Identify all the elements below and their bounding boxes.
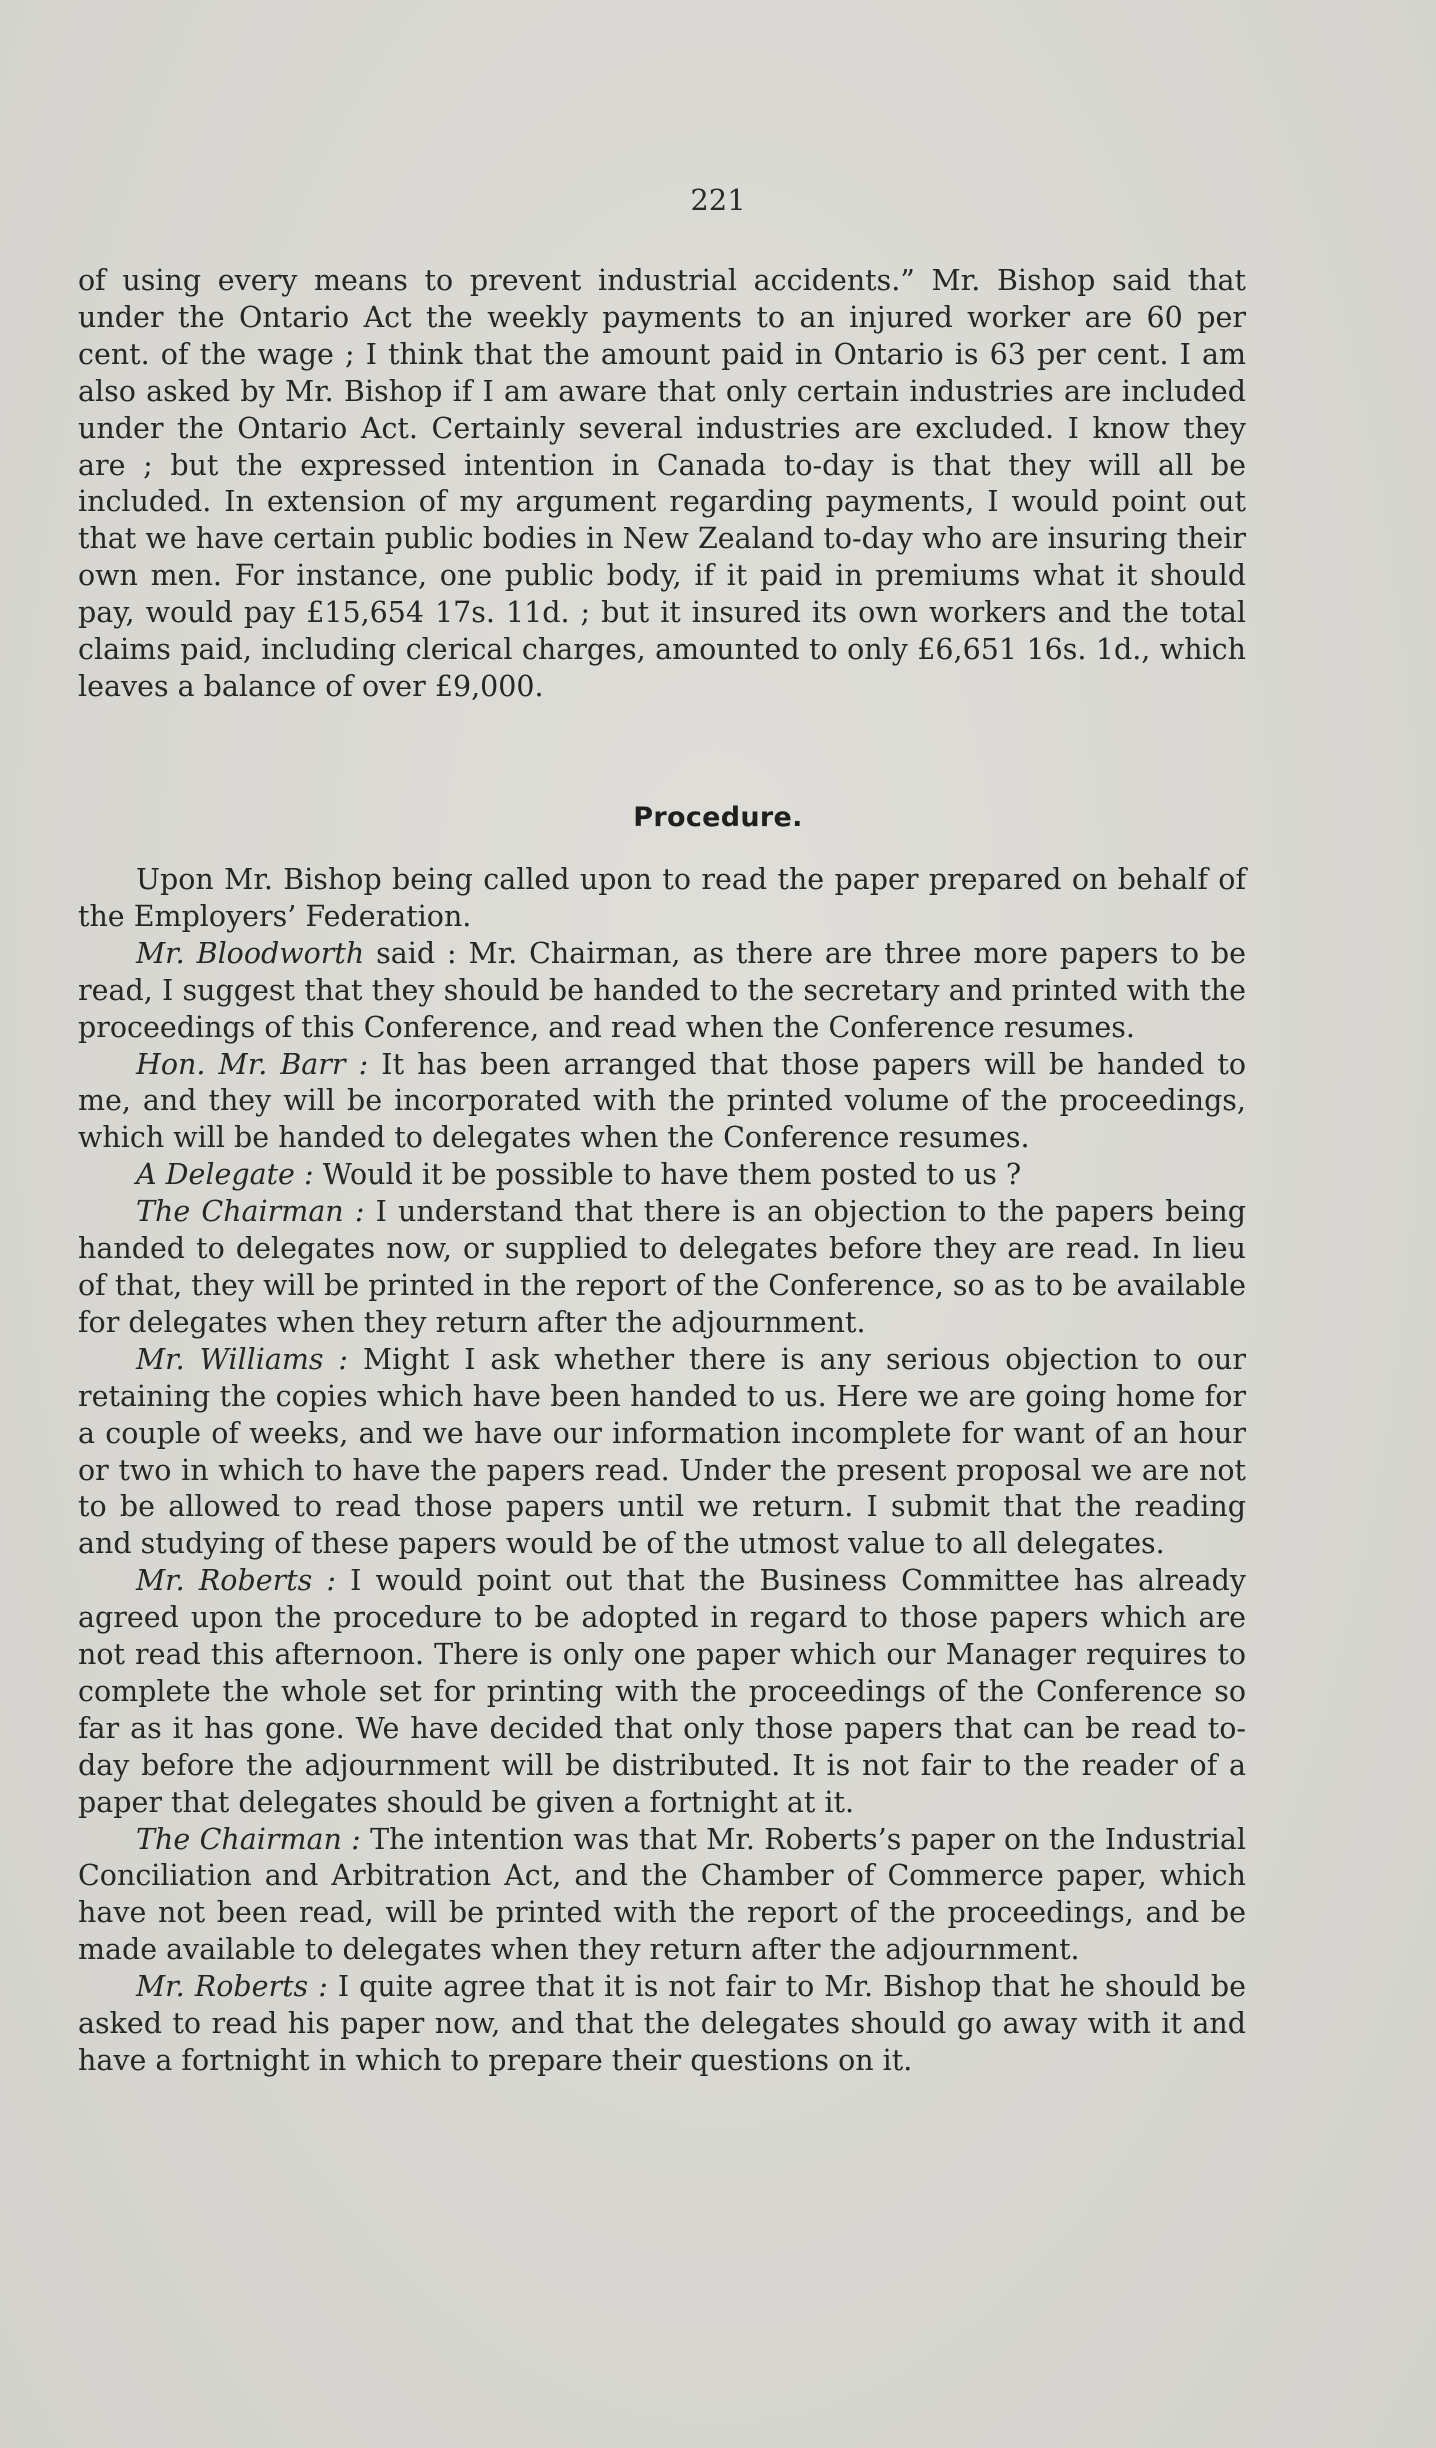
paragraph-text: Would it be possible to have them posted to us ? — [313, 1158, 1022, 1192]
paragraph-text: I would point out that the Business Committee has already agreed upon the procedure to be adopted in regard to those papers which are not read this afternoon. There is only one paper which our Manager requires to complete the whole set for printing with the proceedings of the Conference so far as it has gone. We have decided that only those papers that can be read to-day before the adjournment will be distributed. It is not fair to the reader of a paper that delegates should be given a fortnight at it. — [78, 1564, 1246, 1819]
speaker-name: Mr. Bloodworth — [136, 936, 365, 970]
paragraph-text: I quite agree that it is not fair to Mr. Bishop that he should be asked to read his paper now, and that the delegates should go away with it and have a fortnight in which to prepare their questions on it. — [78, 1970, 1246, 2077]
paragraph-7 — [78, 1563, 1246, 1821]
speaker-name: Mr. Roberts : — [136, 1970, 328, 2004]
paragraph-text: Upon Mr. Bishop being called upon to read the paper prepared on behalf of the Employers’ Federation. — [78, 863, 1246, 933]
paragraph-6 — [78, 1342, 1246, 1563]
paragraph-2 — [78, 936, 1246, 1047]
procedure-text-block — [78, 862, 1246, 2080]
speaker-name: Hon. Mr. Barr : — [136, 1047, 369, 1081]
opening-paragraph: of using every means to prevent industrial accidents.” Mr. Bishop said that under the Ontario Act the weekly payments to an injured worker are 60 per cent. of the wage ; I think that the amount paid in Ontario is 63 per cent. I am also asked by Mr. Bishop if I am aware that only certain industries are included under the Ontario Act. Certainly several industries are excluded. I know they are ; but the expressed intention in Canada to-day is that they will all be included. In extension of my argument regarding payments, I would point out that we have certain public bodies in New Zealand to-day who are insuring their own men. For instance, one public body, if it paid in premiums what it should pay, would pay £15,654 17s. 11d. ; but it insured its own workers and the total claims paid, including clerical charges, amounted to only £6,651 16s. 1d., which leaves a balance of over £9,000. — [78, 264, 1246, 703]
speaker-name: Mr. Williams : — [136, 1342, 349, 1376]
paragraph-text: It has been arranged that those papers will be handed to me, and they will be incorporated with the printed volume of the proceedings, which will be handed to delegates when the Conference resumes. — [78, 1047, 1246, 1155]
speaker-name: A Delegate : — [136, 1158, 314, 1192]
section-heading: Procedure. — [633, 802, 803, 833]
paragraph-text: Might I ask whether there is any serious objection to our retaining the copies which have been handed to us. Here we are going home for a couple of weeks, and we have our information incomplete for want of an hour or two in which to have the papers read. Under the present proposal we are not to be allowed to read those papers until we return. I submit that the reading and studying of these papers would be of the utmost value to all delegates. — [78, 1342, 1246, 1561]
paragraph-3 — [78, 1047, 1246, 1158]
paragraph-text: I understand that there is an objection to the papers being handed to delegates now, or supplied to delegates before they are read. In lieu of that, they will be printed in the report of the Conference, so as to be available for delegates when they return after the adjournment. — [78, 1195, 1246, 1339]
speaker-name: The Chairman : — [136, 1822, 361, 1856]
speaker-name: Mr. Roberts : — [136, 1564, 336, 1598]
paragraph-text: said : Mr. Chairman, as there are three more papers to be read, I suggest that they should be handed to the secretary and printed with the proceedings of this Conference, and read when the Conference resumes. — [78, 936, 1246, 1044]
paragraph-8 — [78, 1822, 1246, 1970]
paragraph-text: The intention was that Mr. Roberts’s paper on the Industrial Conciliation and Arbitration Act, and the Chamber of Commerce paper, which have not been read, will be printed with the report of the proceedings, and be made available to delegates when they return after the adjournment. — [78, 1822, 1246, 1967]
page-number: 221 — [690, 183, 746, 217]
paragraph-5 — [78, 1194, 1246, 1342]
paragraph-1 — [78, 862, 1246, 936]
paragraph-9 — [78, 1969, 1246, 2080]
speaker-name: The Chairman : — [136, 1195, 365, 1229]
opening-text-block — [78, 263, 1246, 706]
paragraph-4 — [78, 1157, 1246, 1194]
